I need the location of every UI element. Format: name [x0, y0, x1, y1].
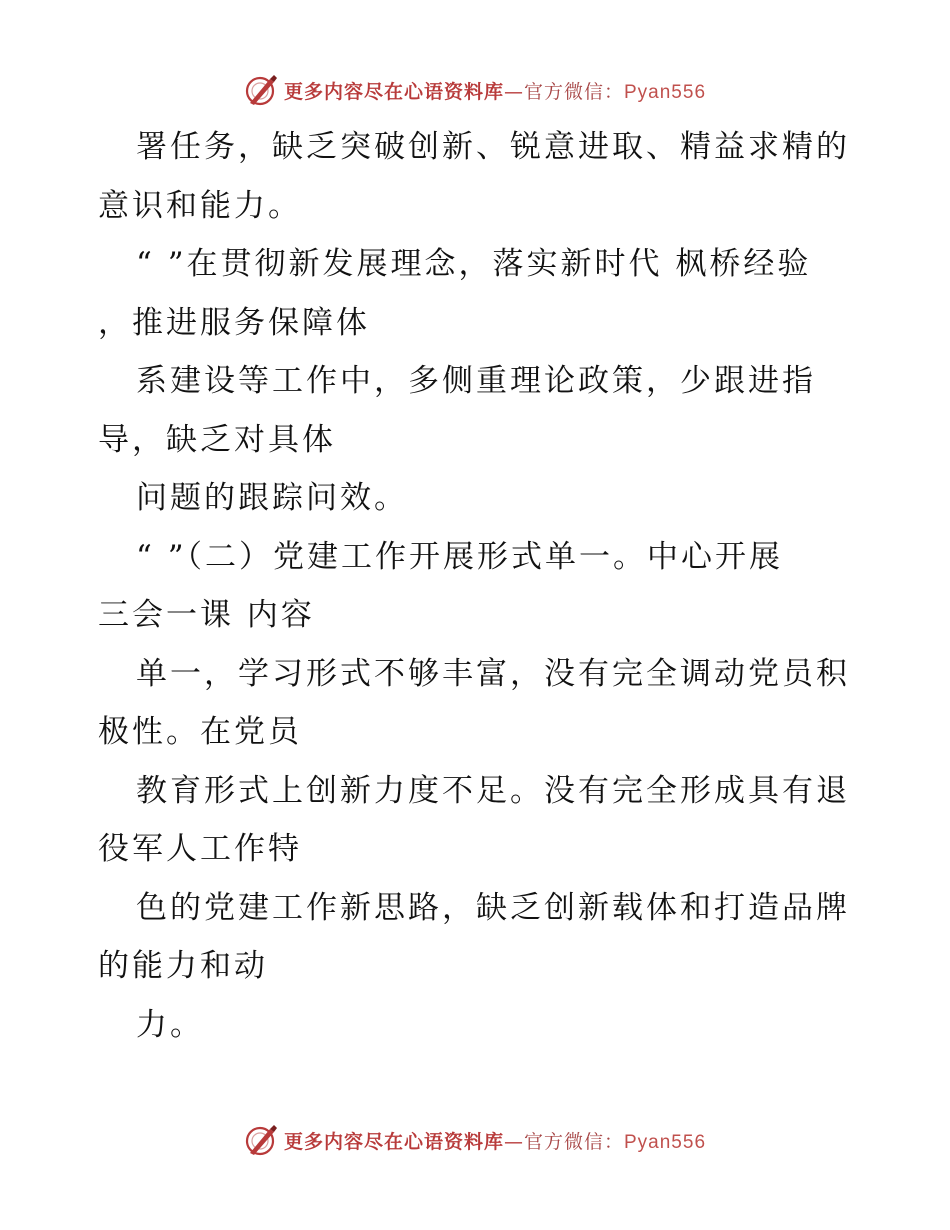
body-line: 导，缺乏对具体	[98, 421, 336, 458]
header-dash: —	[503, 80, 524, 103]
body-line: “ ”（二）党建工作开展形式单一。中心开展	[136, 538, 784, 575]
body-line: 教育形式上创新力度不足。没有完全形成具有退	[136, 772, 850, 809]
body-line: ，推进服务保障体	[98, 304, 370, 341]
body-line: 署任务，缺乏突破创新、锐意进取、精益求精的	[136, 129, 850, 165]
body-line: 力。	[136, 1006, 204, 1043]
header-brand-text: 更多内容尽在心语资料库	[283, 80, 504, 103]
pen-logo-icon	[244, 1123, 278, 1157]
body-line: 问题的跟踪问效。	[136, 480, 408, 516]
body-line: 的能力和动	[98, 948, 268, 984]
footer-brand-text: 更多内容尽在心语资料库	[283, 1130, 504, 1153]
header-wechat-id: Pyan556	[624, 81, 707, 103]
footer-wechat-id: Pyan556	[624, 1131, 707, 1153]
footer-dash: —	[503, 1130, 524, 1153]
body-line: 意识和能力。	[98, 187, 302, 224]
body-line: 役军人工作特	[98, 831, 302, 867]
body-line: “ ”在贯彻新发展理念，落实新时代 枫桥经验	[136, 246, 812, 282]
footer-watermark-banner	[0, 1120, 950, 1160]
body-line: 系建设等工作中，多侧重理论政策，少跟进指	[136, 363, 816, 399]
body-line: 单一，学习形式不够丰富，没有完全调动党员积	[136, 655, 850, 692]
footer-wechat-label: 官方微信：	[523, 1130, 624, 1153]
footer-watermark-text	[284, 1127, 706, 1154]
header-wechat-label: 官方微信：	[523, 80, 624, 103]
body-line: 三会一课 内容	[98, 597, 315, 633]
document-body	[98, 118, 858, 1054]
body-line: 极性。在党员	[98, 714, 302, 750]
header-watermark-banner	[0, 70, 950, 110]
pen-logo-icon	[244, 73, 278, 107]
header-watermark-text	[284, 77, 706, 104]
body-line: 色的党建工作新思路，缺乏创新载体和打造品牌	[136, 889, 850, 926]
